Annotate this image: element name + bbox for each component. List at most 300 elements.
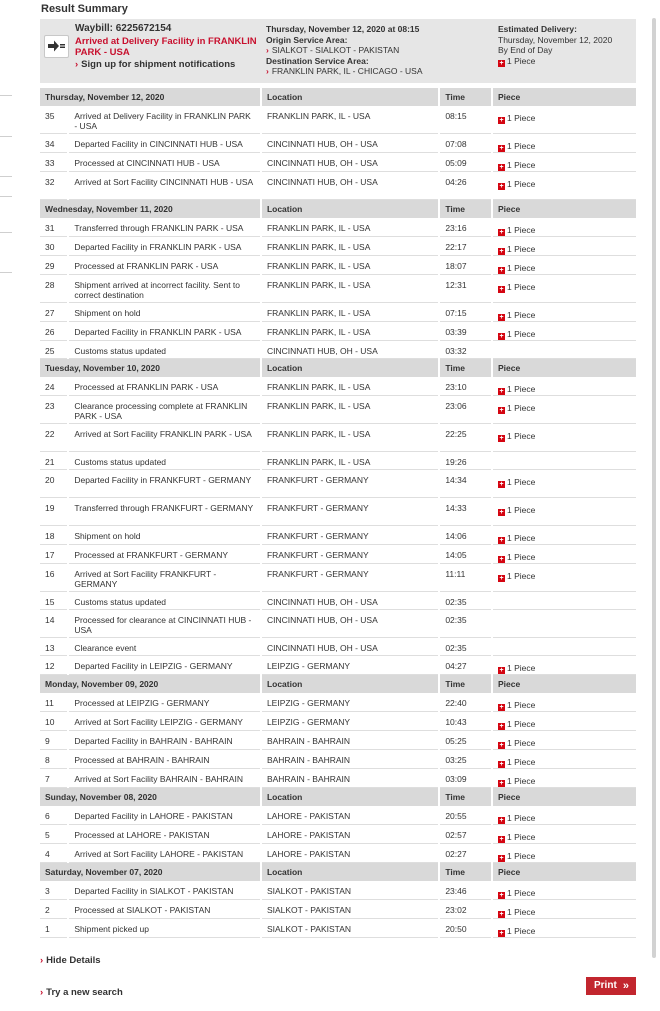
summary-panel: [40, 19, 636, 83]
piece-count: 1 Piece: [507, 926, 536, 936]
event-number: 33: [40, 153, 67, 172]
expand-plus-icon[interactable]: +: [499, 145, 504, 152]
column-header-piece: Piece: [493, 200, 636, 218]
piece-count: 1 Piece: [507, 244, 536, 254]
piece-count: 1 Piece: [507, 310, 536, 320]
column-header-time: Time: [440, 200, 491, 218]
event-piece[interactable]: [493, 825, 636, 844]
event-description: Arrived at Sort Facility FRANKFURT - GERMANY: [69, 564, 260, 592]
event-location: FRANKFURT - GERMANY: [262, 498, 438, 526]
event-row: [40, 844, 636, 863]
event-number: 23: [40, 396, 67, 424]
event-row: [40, 275, 636, 303]
destination-value: › FRANKLIN PARK, IL - CHICAGO - USA: [266, 66, 423, 76]
event-row: [40, 341, 636, 359]
expand-plus-icon[interactable]: +: [499, 704, 504, 711]
event-time: 23:16: [440, 218, 491, 237]
event-time: 14:06: [440, 526, 491, 545]
event-row: [40, 218, 636, 237]
event-location: FRANKFURT - GERMANY: [262, 470, 438, 498]
event-piece[interactable]: [493, 919, 636, 938]
event-location: SIALKOT - PAKISTAN: [262, 919, 438, 938]
event-time: 03:39: [440, 322, 491, 341]
event-description: Transferred through FRANKFURT - GERMANY: [69, 498, 260, 526]
event-number: 18: [40, 526, 67, 545]
day-header-row: [40, 88, 636, 106]
piece-count: 1 Piece: [507, 776, 536, 786]
day-date: Thursday, November 12, 2020: [40, 88, 260, 106]
expand-plus-icon[interactable]: +: [499, 286, 504, 293]
expand-plus-icon[interactable]: +: [499, 817, 504, 824]
event-time: 23:10: [440, 377, 491, 396]
estimated-delivery-time: By End of Day: [498, 45, 553, 55]
event-row: [40, 731, 636, 750]
summary-waybill-column: [75, 23, 260, 70]
event-location: LEIPZIG - GERMANY: [262, 656, 438, 675]
piece-count: 1 Piece: [507, 851, 536, 861]
column-header-location: Location: [262, 359, 438, 377]
event-row: [40, 881, 636, 900]
event-time: 19:26: [440, 452, 491, 470]
expand-plus-icon[interactable]: +: [499, 314, 504, 321]
event-piece[interactable]: [493, 134, 636, 153]
event-row: [40, 712, 636, 731]
destination-label: Destination Service Area:: [266, 55, 369, 66]
event-number: 20: [40, 470, 67, 498]
event-description: Arrived at Sort Facility CINCINNATI HUB - USA: [69, 172, 260, 200]
event-time: 07:08: [440, 134, 491, 153]
chevron-right-icon: ›: [266, 45, 269, 55]
event-description: Processed at SIALKOT - PAKISTAN: [69, 900, 260, 919]
event-location: CINCINNATI HUB, OH - USA: [262, 592, 438, 610]
double-chevron-right-icon: »: [622, 980, 629, 992]
event-location: FRANKLIN PARK, IL - USA: [262, 424, 438, 452]
event-piece[interactable]: [493, 806, 636, 825]
event-piece[interactable]: [493, 218, 636, 237]
event-description: Clearance processing complete at FRANKLIN PARK - USA: [69, 396, 260, 424]
event-row: [40, 172, 636, 200]
event-piece[interactable]: [493, 881, 636, 900]
event-piece[interactable]: [493, 769, 636, 788]
expand-plus-icon[interactable]: +: [499, 575, 504, 582]
event-piece: [493, 341, 636, 359]
event-description: Departed Facility in LAHORE - PAKISTAN: [69, 806, 260, 825]
event-time: 23:02: [440, 900, 491, 919]
event-location: FRANKFURT - GERMANY: [262, 545, 438, 564]
event-number: 30: [40, 237, 67, 256]
event-time: 23:06: [440, 396, 491, 424]
expand-plus-icon[interactable]: +: [499, 183, 504, 190]
left-edge-lines: [0, 0, 12, 300]
event-piece[interactable]: [493, 656, 636, 675]
event-time: 10:43: [440, 712, 491, 731]
piece-count: 1 Piece: [507, 160, 536, 170]
waybill-number: Waybill: 6225672154: [75, 23, 172, 34]
column-header-location: Location: [262, 200, 438, 218]
piece-count: 1 Piece: [507, 225, 536, 235]
event-row: [40, 638, 636, 656]
event-piece[interactable]: [493, 750, 636, 769]
expand-plus-icon[interactable]: +: [499, 723, 504, 730]
event-number: 34: [40, 134, 67, 153]
event-row: [40, 656, 636, 675]
event-time: 14:34: [440, 470, 491, 498]
event-piece[interactable]: [493, 153, 636, 172]
day-date: Sunday, November 08, 2020: [40, 788, 260, 806]
event-location: BAHRAIN - BAHRAIN: [262, 731, 438, 750]
event-description: Departed Facility in LEIPZIG - GERMANY: [69, 656, 260, 675]
column-header-location: Location: [262, 675, 438, 693]
event-row: [40, 452, 636, 470]
event-location: CINCINNATI HUB, OH - USA: [262, 341, 438, 359]
day-date: Tuesday, November 10, 2020: [40, 359, 260, 377]
event-number: 15: [40, 592, 67, 610]
piece-count: 1 Piece: [507, 113, 536, 123]
event-location: CINCINNATI HUB, OH - USA: [262, 134, 438, 153]
event-location: FRANKLIN PARK, IL - USA: [262, 275, 438, 303]
event-number: 10: [40, 712, 67, 731]
piece-count: 1 Piece: [507, 505, 536, 515]
event-time: 03:32: [440, 341, 491, 359]
event-description: Departed Facility in FRANKFURT - GERMANY: [69, 470, 260, 498]
estimated-delivery-date: Thursday, November 12, 2020: [498, 34, 613, 45]
expand-plus-icon[interactable]: +: [499, 59, 504, 67]
event-location: LEIPZIG - GERMANY: [262, 712, 438, 731]
estimated-delivery-label: Estimated Delivery:: [498, 24, 577, 34]
event-piece[interactable]: [493, 172, 636, 200]
piece-count: 1 Piece: [507, 700, 536, 710]
new-search-link[interactable]: › Try a new search: [40, 987, 123, 998]
scrollbar[interactable]: [652, 18, 656, 958]
event-location: FRANKFURT - GERMANY: [262, 564, 438, 592]
event-number: 7: [40, 769, 67, 788]
event-location: FRANKLIN PARK, IL - USA: [262, 303, 438, 322]
column-header-time: Time: [440, 675, 491, 693]
chevron-right-icon: ›: [40, 987, 44, 998]
expand-plus-icon[interactable]: +: [499, 388, 504, 395]
day-header-row: [40, 863, 636, 881]
event-number: 13: [40, 638, 67, 656]
hide-details-link[interactable]: › Hide Details: [40, 955, 101, 966]
event-description: Customs status updated: [69, 341, 260, 359]
expand-plus-icon[interactable]: +: [499, 117, 504, 124]
event-time: 04:26: [440, 172, 491, 200]
event-description: Departed Facility in BAHRAIN - BAHRAIN: [69, 731, 260, 750]
event-row: [40, 303, 636, 322]
event-time: 14:33: [440, 498, 491, 526]
event-row: [40, 134, 636, 153]
event-piece[interactable]: [493, 731, 636, 750]
event-piece[interactable]: [493, 470, 636, 498]
event-row: [40, 237, 636, 256]
event-time: 02:27: [440, 844, 491, 863]
event-piece[interactable]: [493, 526, 636, 545]
event-number: 31: [40, 218, 67, 237]
event-description: Departed Facility in FRANKLIN PARK - USA: [69, 237, 260, 256]
last-update-datetime: Thursday, November 12, 2020 at 08:15: [266, 24, 420, 34]
event-description: Departed Facility in CINCINNATI HUB - USA: [69, 134, 260, 153]
event-description: Shipment on hold: [69, 526, 260, 545]
event-time: 20:50: [440, 919, 491, 938]
event-piece[interactable]: [493, 396, 636, 424]
event-piece[interactable]: [493, 844, 636, 863]
day-header-row: [40, 359, 636, 377]
event-description: Processed at FRANKLIN PARK - USA: [69, 377, 260, 396]
expand-plus-icon[interactable]: +: [499, 667, 504, 674]
event-row: [40, 900, 636, 919]
event-description: Customs status updated: [69, 452, 260, 470]
expand-plus-icon[interactable]: +: [499, 164, 504, 171]
event-description: Arrived at Sort Facility BAHRAIN - BAHRAIN: [69, 769, 260, 788]
summary-service-area-column: [266, 24, 486, 77]
event-number: 14: [40, 610, 67, 638]
summary-pieces-toggle[interactable]: + 1 Piece: [499, 55, 536, 67]
event-location: BAHRAIN - BAHRAIN: [262, 769, 438, 788]
chevron-right-icon: ›: [40, 955, 44, 966]
event-time: 03:25: [440, 750, 491, 769]
event-row: [40, 377, 636, 396]
event-piece[interactable]: [493, 712, 636, 731]
event-piece[interactable]: [493, 545, 636, 564]
event-row: [40, 610, 636, 638]
event-piece[interactable]: [493, 424, 636, 452]
event-time: 02:35: [440, 638, 491, 656]
column-header-piece: Piece: [493, 675, 636, 693]
event-piece[interactable]: [493, 275, 636, 303]
event-row: [40, 769, 636, 788]
event-row: [40, 526, 636, 545]
print-button[interactable]: Print »: [586, 977, 636, 995]
event-piece[interactable]: [493, 900, 636, 919]
column-header-time: Time: [440, 863, 491, 881]
event-number: 16: [40, 564, 67, 592]
event-row: [40, 106, 636, 134]
piece-count: 1 Piece: [507, 813, 536, 823]
column-header-piece: Piece: [493, 88, 636, 106]
piece-count: 1 Piece: [507, 571, 536, 581]
expand-plus-icon[interactable]: +: [499, 407, 504, 414]
event-row: [40, 825, 636, 844]
event-description: Transferred through FRANKLIN PARK - USA: [69, 218, 260, 237]
expand-plus-icon[interactable]: +: [499, 509, 504, 516]
event-time: 02:35: [440, 592, 491, 610]
event-row: [40, 806, 636, 825]
event-description: Processed at CINCINNATI HUB - USA: [69, 153, 260, 172]
expand-plus-icon[interactable]: +: [499, 911, 504, 918]
event-number: 25: [40, 341, 67, 359]
expand-plus-icon[interactable]: +: [499, 481, 504, 488]
expand-plus-icon[interactable]: +: [499, 742, 504, 749]
event-row: [40, 498, 636, 526]
event-piece[interactable]: [493, 377, 636, 396]
day-date: Wednesday, November 11, 2020: [40, 200, 260, 218]
piece-count: 1 Piece: [507, 832, 536, 842]
piece-count: 1 Piece: [507, 263, 536, 273]
event-row: [40, 424, 636, 452]
event-time: 05:25: [440, 731, 491, 750]
shipment-status: Arrived at Delivery Facility in FRANKLIN PARK - USA: [75, 36, 257, 58]
event-piece[interactable]: [493, 498, 636, 526]
event-description: Processed at BAHRAIN - BAHRAIN: [69, 750, 260, 769]
event-row: [40, 153, 636, 172]
day-header-row: [40, 788, 636, 806]
event-time: 22:40: [440, 693, 491, 712]
event-number: 35: [40, 106, 67, 134]
event-location: FRANKLIN PARK, IL - USA: [262, 322, 438, 341]
event-row: [40, 256, 636, 275]
event-piece[interactable]: [493, 564, 636, 592]
event-location: LEIPZIG - GERMANY: [262, 693, 438, 712]
event-piece[interactable]: [493, 693, 636, 712]
event-row: [40, 750, 636, 769]
event-location: FRANKLIN PARK, IL - USA: [262, 377, 438, 396]
event-time: 11:11: [440, 564, 491, 592]
event-piece[interactable]: [493, 106, 636, 134]
event-description: Departed Facility in SIALKOT - PAKISTAN: [69, 881, 260, 900]
event-piece[interactable]: [493, 237, 636, 256]
piece-count: 1 Piece: [507, 719, 536, 729]
column-header-piece: Piece: [493, 863, 636, 881]
event-time: 02:57: [440, 825, 491, 844]
expand-plus-icon[interactable]: +: [499, 761, 504, 768]
event-location: FRANKLIN PARK, IL - USA: [262, 218, 438, 237]
event-time: 04:27: [440, 656, 491, 675]
chevron-right-icon: ›: [266, 66, 269, 76]
column-header-location: Location: [262, 788, 438, 806]
piece-count: 1 Piece: [507, 431, 536, 441]
day-header-row: [40, 200, 636, 218]
expand-plus-icon[interactable]: +: [499, 229, 504, 236]
expand-plus-icon[interactable]: +: [499, 248, 504, 255]
event-description: Processed for clearance at CINCINNATI HUB - USA: [69, 610, 260, 638]
event-location: BAHRAIN - BAHRAIN: [262, 750, 438, 769]
event-location: CINCINNATI HUB, OH - USA: [262, 610, 438, 638]
event-location: FRANKFURT - GERMANY: [262, 526, 438, 545]
event-description: Shipment picked up: [69, 919, 260, 938]
column-header-piece: Piece: [493, 359, 636, 377]
event-piece: [493, 638, 636, 656]
event-number: 1: [40, 919, 67, 938]
expand-plus-icon[interactable]: +: [499, 780, 504, 787]
event-row: [40, 396, 636, 424]
event-time: 14:05: [440, 545, 491, 564]
origin-label: Origin Service Area:: [266, 34, 348, 45]
event-piece[interactable]: [493, 322, 636, 341]
event-location: CINCINNATI HUB, OH - USA: [262, 172, 438, 200]
page-title: Result Summary: [41, 3, 128, 15]
piece-count: 1 Piece: [507, 663, 536, 673]
event-description: Processed at LEIPZIG - GERMANY: [69, 693, 260, 712]
column-header-time: Time: [440, 359, 491, 377]
event-number: 29: [40, 256, 67, 275]
event-piece: [493, 452, 636, 470]
piece-count: 1 Piece: [507, 552, 536, 562]
event-piece[interactable]: [493, 303, 636, 322]
piece-count: 1 Piece: [507, 533, 536, 543]
event-row: [40, 693, 636, 712]
chevron-right-icon: ›: [75, 59, 79, 70]
event-time: 18:07: [440, 256, 491, 275]
event-location: SIALKOT - PAKISTAN: [262, 900, 438, 919]
expand-plus-icon[interactable]: +: [499, 836, 504, 843]
day-date: Monday, November 09, 2020: [40, 675, 260, 693]
event-number: 17: [40, 545, 67, 564]
event-description: Customs status updated: [69, 592, 260, 610]
event-number: 28: [40, 275, 67, 303]
column-header-location: Location: [262, 88, 438, 106]
piece-count: 1 Piece: [507, 179, 536, 189]
piece-count: 1 Piece: [507, 757, 536, 767]
event-number: 24: [40, 377, 67, 396]
expand-plus-icon[interactable]: +: [499, 537, 504, 544]
expand-plus-icon[interactable]: +: [499, 267, 504, 274]
expand-plus-icon[interactable]: +: [499, 892, 504, 899]
event-description: Arrived at Sort Facility LEIPZIG - GERMANY: [69, 712, 260, 731]
event-location: FRANKLIN PARK, IL - USA: [262, 237, 438, 256]
event-number: 12: [40, 656, 67, 675]
column-header-location: Location: [262, 863, 438, 881]
event-time: 02:35: [440, 610, 491, 638]
event-location: FRANKLIN PARK, IL - USA: [262, 452, 438, 470]
origin-value: › SIALKOT - SIALKOT - PAKISTAN: [266, 45, 400, 55]
event-number: 26: [40, 322, 67, 341]
event-location: CINCINNATI HUB, OH - USA: [262, 638, 438, 656]
event-number: 6: [40, 806, 67, 825]
event-number: 2: [40, 900, 67, 919]
day-header-row: [40, 675, 636, 693]
piece-count: 1 Piece: [507, 403, 536, 413]
event-piece[interactable]: [493, 256, 636, 275]
event-location: FRANKLIN PARK, IL - USA: [262, 396, 438, 424]
column-header-time: Time: [440, 788, 491, 806]
event-location: FRANKLIN PARK, IL - USA: [262, 106, 438, 134]
event-location: CINCINNATI HUB, OH - USA: [262, 153, 438, 172]
expand-plus-icon[interactable]: +: [499, 333, 504, 340]
expand-plus-icon[interactable]: +: [499, 855, 504, 862]
event-description: Processed at LAHORE - PAKISTAN: [69, 825, 260, 844]
event-description: Arrived at Sort Facility LAHORE - PAKISTAN: [69, 844, 260, 863]
event-row: [40, 564, 636, 592]
tracking-result: [40, 0, 636, 938]
signup-notifications-link[interactable]: › Sign up for shipment notifications: [75, 59, 236, 70]
event-number: 5: [40, 825, 67, 844]
event-location: LAHORE - PAKISTAN: [262, 844, 438, 863]
expand-plus-icon[interactable]: +: [499, 556, 504, 563]
event-time: 22:17: [440, 237, 491, 256]
event-piece: [493, 610, 636, 638]
event-number: 4: [40, 844, 67, 863]
event-row: [40, 592, 636, 610]
event-description: Processed at FRANKFURT - GERMANY: [69, 545, 260, 564]
event-number: 27: [40, 303, 67, 322]
day-date: Saturday, November 07, 2020: [40, 863, 260, 881]
event-location: LAHORE - PAKISTAN: [262, 825, 438, 844]
event-time: 07:15: [440, 303, 491, 322]
event-time: 05:09: [440, 153, 491, 172]
event-row: [40, 322, 636, 341]
expand-plus-icon[interactable]: +: [499, 930, 504, 937]
event-time: 12:31: [440, 275, 491, 303]
expand-plus-icon[interactable]: +: [499, 435, 504, 442]
event-description: Processed at FRANKLIN PARK - USA: [69, 256, 260, 275]
event-row: [40, 545, 636, 564]
piece-count: 1 Piece: [507, 888, 536, 898]
event-time: 23:46: [440, 881, 491, 900]
event-number: 3: [40, 881, 67, 900]
event-piece: [493, 592, 636, 610]
event-description: Arrived at Sort Facility FRANKLIN PARK - USA: [69, 424, 260, 452]
event-description: Departed Facility in FRANKLIN PARK - USA: [69, 322, 260, 341]
